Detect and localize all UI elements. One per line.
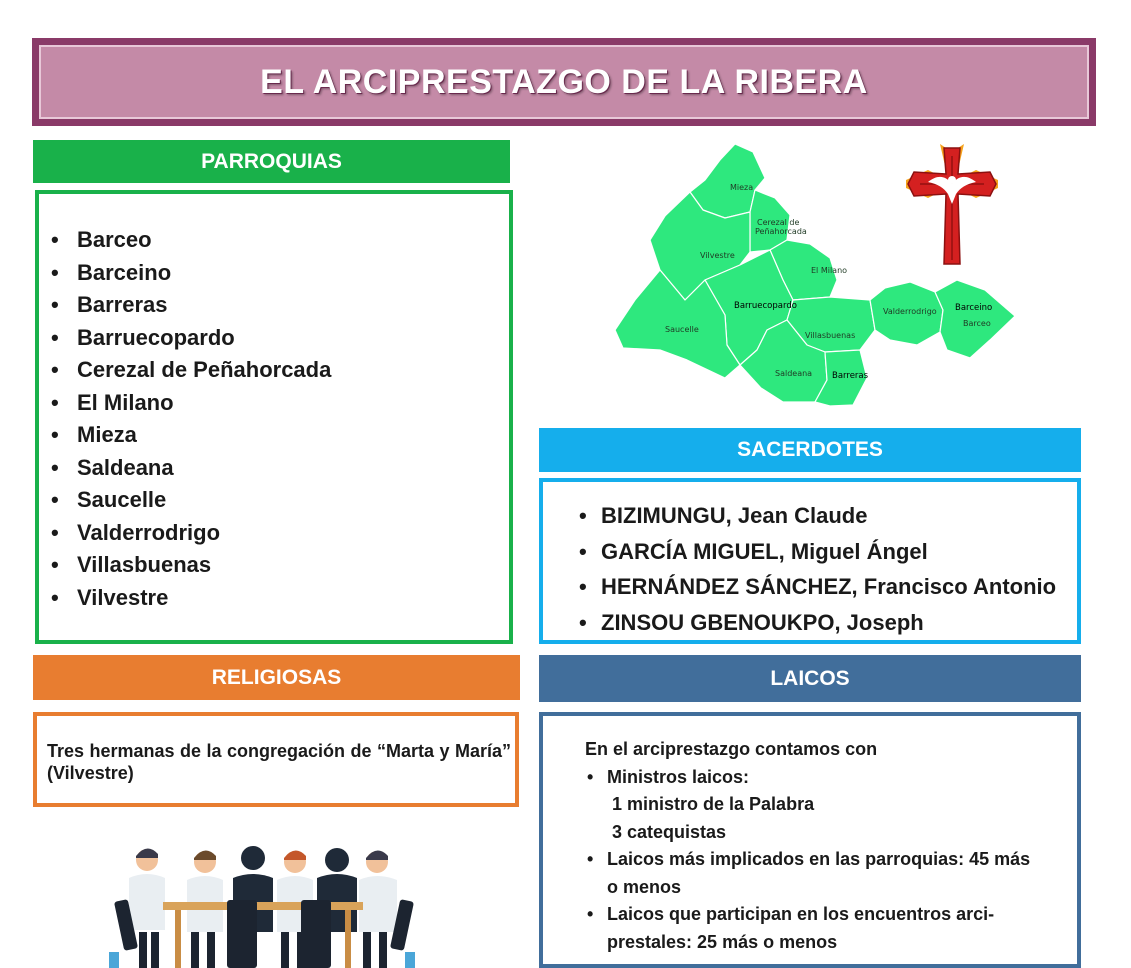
religiosas-box [33, 712, 519, 807]
list-item: • Saucelle [77, 484, 331, 517]
parroquias-header [33, 140, 510, 183]
laicos-header-label: LAICOS [770, 666, 850, 690]
meeting-illustration [105, 840, 420, 968]
list-item: • Villasbuenas [77, 549, 331, 582]
list-item: • Vilvestre [77, 582, 331, 615]
person-figure [359, 850, 397, 932]
map-label-barceo: Barceo [963, 319, 991, 328]
map-label-saldeana: Saldeana [775, 369, 813, 378]
parroquias-header-label: PARROQUIAS [201, 149, 342, 173]
list-item [607, 764, 1045, 847]
list-item: • Valderrodrigo [77, 517, 331, 550]
list-item: • Saldeana [77, 452, 331, 485]
list-item: • Mieza [77, 419, 331, 452]
map-label-villasbuenas: Villasbuenas [805, 331, 856, 340]
laicos-intro: En el arciprestazgo contamos con [585, 739, 878, 759]
map-label-cerezal-1: Cerezal de [757, 218, 800, 227]
sacerdotes-header-label: SACERDOTES [737, 438, 883, 461]
map-label-vilvestre: Vilvestre [700, 251, 735, 260]
list-item: • Laicos que participan en los encuentros arci-prestales: 25 más o menos [607, 901, 1045, 956]
list-item: • GARCÍA MIGUEL, Miguel Ángel [601, 534, 1056, 570]
laicos-ministros-sub-2: 3 catequistas [612, 821, 727, 842]
religiosas-header [33, 655, 520, 700]
sacerdotes-list [601, 498, 1056, 640]
map-label-barruecopardo: Barruecopardo [734, 301, 797, 311]
title-banner-inner [39, 45, 1089, 119]
list-item: • Barreras [77, 289, 331, 322]
map-label-barreras: Barreras [832, 371, 869, 381]
laicos-ministros-label: • Ministros laicos: [607, 766, 750, 787]
map-label-barceino: Barceino [955, 303, 993, 313]
list-item: • BIZIMUNGU, Jean Claude [601, 498, 1056, 534]
list-item: • ZINSOU GBENOUKPO, Joseph [601, 605, 1056, 641]
map-label-saucelle: Saucelle [665, 325, 699, 334]
map-label-cerezal-2: Peñahorcada [755, 227, 807, 236]
sacerdotes-box [539, 478, 1081, 644]
religiosas-header-label: RELIGIOSAS [211, 665, 342, 689]
list-item: • El Milano [77, 387, 331, 420]
laicos-box [539, 712, 1081, 968]
list-item: • HERNÁNDEZ SÁNCHEZ, Francisco Antonio [601, 569, 1056, 605]
map-label-mieza: Mieza [730, 183, 754, 192]
list-item: • Cerezal de Peñahorcada [77, 354, 331, 387]
sacerdotes-header [539, 428, 1081, 472]
laicos-list [585, 764, 1045, 957]
map-label-valderrodrigo: Valderrodrigo [883, 307, 937, 316]
meeting-table [163, 902, 363, 910]
list-item: • Laicos más implicados en las parroquias: 45 más o menos [607, 846, 1045, 901]
laicos-ministros-sub-1: 1 ministro de la Palabra [612, 794, 815, 814]
list-item: • Barceino [77, 257, 331, 290]
religiosas-text: Tres hermanas de la congregación de “Marta y María” (Vilvestre) [47, 741, 511, 783]
list-item: • Barruecopardo [77, 322, 331, 355]
list-item: • Barceo [77, 224, 331, 257]
map-label-el-milano: El Milano [811, 266, 848, 275]
title-banner [32, 38, 1096, 126]
parroquias-box [35, 190, 513, 644]
page-title: EL ARCIPRESTAZGO DE LA RIBERA [260, 62, 868, 101]
laicos-header [539, 655, 1081, 702]
person-figure [187, 850, 223, 932]
parroquias-list [77, 224, 331, 614]
cross-dove-icon [900, 140, 1004, 268]
laicos-text [585, 736, 1045, 956]
person-figure [129, 848, 165, 930]
